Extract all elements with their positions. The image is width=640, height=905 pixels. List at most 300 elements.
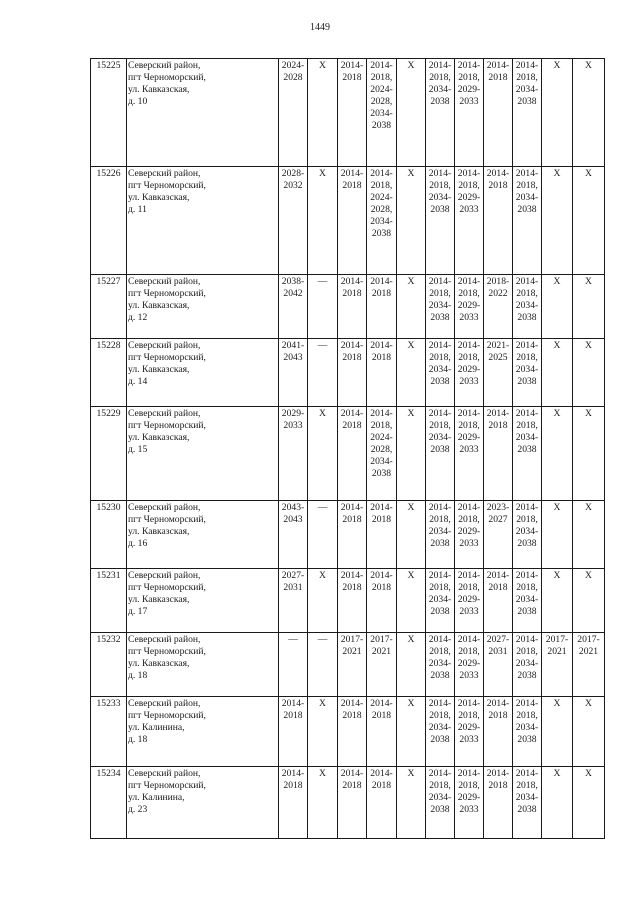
period-cell [279,633,308,697]
address-line: пгт Черноморский, [128,180,206,191]
period-value: 2014- [428,502,452,513]
period-value: 2033 [459,538,479,549]
period-cell [397,167,426,275]
period-value: 2017- [340,634,364,645]
period-cell [397,569,426,633]
period-value: 2034- [428,594,452,605]
address-cell [127,697,279,767]
period-cell [542,697,573,767]
period-value: 2029- [457,300,481,311]
period-cell [455,407,484,501]
period-value: X [585,768,592,779]
address-line: Северский район, [128,60,201,71]
period-value: 2033 [459,606,479,617]
period-value: 2027- [486,634,510,645]
period-value: 2018, [429,420,451,431]
address-line: ул. Кавказская, [128,300,190,311]
period-value: 2014- [340,768,364,779]
period-value: 2038 [517,734,537,745]
period-value: 2029- [457,658,481,669]
period-cell [308,633,338,697]
period-value: 2038 [517,204,537,215]
address-line: д. 14 [128,376,148,387]
period-value: 2018 [488,780,508,791]
period-value: 2018, [458,582,480,593]
period-value: 2017- [370,634,393,645]
period-value: 2028, [370,96,393,107]
period-cell [542,275,573,339]
address-line: ул. Калинина, [128,792,185,803]
table-row [91,167,605,275]
period-cell [484,339,513,407]
address-line: ул. Кавказская, [128,84,190,95]
period-value: 2028- [281,168,305,179]
period-value: 2034- [428,792,452,803]
period-value: 2024- [370,84,393,95]
period-value: 2018, [458,352,480,363]
period-cell [279,167,308,275]
period-value: 2038 [430,312,450,323]
period-value: 2014- [515,698,539,709]
period-cell [455,339,484,407]
period-value: 2031 [488,646,508,657]
period-value: 2014- [281,768,305,779]
period-value: 2018, [458,780,480,791]
period-cell [308,569,338,633]
period-value: 2018, [429,180,451,191]
period-cell [367,501,397,569]
period-value: X [585,60,592,71]
period-value: 2028, [370,444,393,455]
period-value: 2014- [340,570,364,581]
period-cell [367,569,397,633]
period-cell [426,59,455,167]
period-value: 2014- [340,698,364,709]
period-cell [513,59,542,167]
period-value: 2038 [430,376,450,387]
period-value: 2014- [428,768,452,779]
period-value: X [553,768,561,779]
address-cell [127,59,279,167]
period-value: 2018, [429,352,451,363]
period-cell [338,275,367,339]
period-value: X [585,168,592,179]
period-cell [426,767,455,839]
period-value: 2014- [428,634,452,645]
period-cell [484,407,513,501]
period-value: — [317,276,328,287]
period-value: X [553,168,561,179]
period-cell [455,633,484,697]
address-line: ул. Калинина, [128,722,185,733]
period-value: 2014- [515,276,539,287]
period-cell [513,767,542,839]
period-cell [367,167,397,275]
period-value: 2029- [457,594,481,605]
period-value: 2041- [281,340,305,351]
period-cell [367,275,397,339]
address-line: пгт Черноморский, [128,582,206,593]
period-value: 2018, [370,420,393,431]
period-value: 2014- [428,698,452,709]
period-cell [573,697,605,767]
period-value: — [317,634,328,645]
period-cell [338,767,367,839]
address-line: пгт Черноморский, [128,288,206,299]
table-row [91,633,605,697]
address-line: пгт Черноморский, [128,710,206,721]
period-value: 2033 [459,312,479,323]
period-value: 2032 [283,180,303,191]
period-value: X [553,60,561,71]
period-value: 2018, [516,288,538,299]
row-number: 15234 [91,767,127,839]
period-cell [279,767,308,839]
period-cell [279,501,308,569]
period-value: 2018, [370,72,393,83]
period-value: 2018 [488,710,508,721]
period-value: 2034- [370,456,393,467]
period-value: 2018 [342,780,362,791]
period-value: 2018 [488,72,508,83]
period-value: X [407,634,415,645]
period-value: 2038 [517,312,537,323]
period-value: 2018 [371,514,392,525]
period-value: 2018, [458,710,480,721]
period-cell [513,569,542,633]
period-value: 2018, [429,72,451,83]
period-cell [542,59,573,167]
period-value: 2014- [457,276,481,287]
period-value: 2018, [429,288,451,299]
period-value: 2014- [340,168,364,179]
address-line: д. 12 [128,312,148,323]
period-cell [455,59,484,167]
period-cell [542,569,573,633]
period-value: 2034- [428,192,452,203]
address-line: д. 15 [128,444,148,455]
period-cell [455,697,484,767]
period-value: 2034- [515,792,539,803]
period-value: 2018, [516,646,538,657]
period-value: 2014- [370,168,393,179]
period-cell [542,501,573,569]
period-value: 2018 [342,288,362,299]
address-cell [127,167,279,275]
period-value: X [585,408,592,419]
period-cell [397,767,426,839]
address-line: пгт Черноморский, [128,420,206,431]
period-value: 2014- [515,502,539,513]
period-value: 2018 [342,710,362,721]
period-cell [426,339,455,407]
period-cell [338,697,367,767]
address-cell [127,569,279,633]
period-value: 2034- [428,364,452,375]
address-line: Северский район, [128,276,201,287]
period-value: 2038 [371,468,392,479]
period-value: 2014- [340,502,364,513]
period-value: 2018 [371,710,392,721]
period-value: X [319,698,326,709]
address-cell [127,501,279,569]
period-cell [455,569,484,633]
period-value: 2014- [486,698,510,709]
period-value: 2018, [516,180,538,191]
address-line: Северский район, [128,408,201,419]
period-cell [484,167,513,275]
address-line: Северский район, [128,168,201,179]
period-cell [426,407,455,501]
period-cell [426,167,455,275]
period-cell [397,275,426,339]
period-value: 2014- [370,276,393,287]
period-value: 2038 [430,670,450,681]
table-row [91,407,605,501]
period-value: 2034- [515,594,539,605]
period-cell [573,167,605,275]
register-table [90,58,605,839]
period-value: 2014- [370,340,393,351]
address-line: д. 10 [128,96,148,107]
period-value: 2018, [458,420,480,431]
period-value: 2034- [515,722,539,733]
period-value: X [553,570,561,581]
period-cell [308,501,338,569]
period-value: 2014- [281,698,305,709]
period-value: X [585,570,592,581]
period-value: X [319,60,326,71]
period-value: 2038 [430,444,450,455]
period-value: 2038 [430,96,450,107]
address-cell [127,275,279,339]
period-value: 2038 [517,538,537,549]
period-cell [542,767,573,839]
period-cell [279,697,308,767]
period-value: 2029- [457,526,481,537]
period-value: 2018, [458,288,480,299]
period-value: X [553,698,561,709]
period-cell [513,501,542,569]
address-line: пгт Черноморский, [128,352,206,363]
period-value: 2021 [578,646,599,657]
period-value: 2038 [430,606,450,617]
period-value: 2018, [458,514,480,525]
period-cell [513,339,542,407]
period-value: 2028 [283,72,303,83]
period-value: 2031 [283,582,303,593]
period-value: 2034- [428,84,452,95]
address-line: ул. Кавказская, [128,526,190,537]
address-line: д. 23 [128,804,148,815]
period-value: 2029- [457,722,481,733]
period-value: 2014- [370,408,393,419]
row-number: 15226 [91,167,127,275]
period-cell [542,339,573,407]
address-line: пгт Черноморский, [128,514,206,525]
period-value: 2018, [516,710,538,721]
period-value: 2027- [281,570,305,581]
period-value: 2038 [517,376,537,387]
period-value: 2017- [577,634,600,645]
period-value: 2029- [457,364,481,375]
period-value: 2018, [516,582,538,593]
period-value: 2028, [370,204,393,215]
period-value: 2034- [428,526,452,537]
period-value: X [407,698,415,709]
period-value: 2022 [488,288,508,299]
period-value: X [585,698,592,709]
address-line: д. 11 [128,204,147,215]
period-value: 2018, [429,646,451,657]
period-value: 2014- [428,570,452,581]
period-cell [484,633,513,697]
table-row [91,501,605,569]
address-line: пгт Черноморский, [128,646,206,657]
period-cell [279,339,308,407]
period-value: 2018- [486,276,510,287]
period-cell [308,167,338,275]
period-value: 2027 [488,514,508,525]
period-value: X [407,768,415,779]
address-cell [127,767,279,839]
period-value: 2038 [517,96,537,107]
period-cell [484,569,513,633]
period-value: 2018 [371,582,392,593]
period-value: 2018, [429,710,451,721]
period-value: 2014- [370,698,393,709]
period-cell [338,569,367,633]
period-value: 2018 [371,288,392,299]
period-value: 2018 [283,710,303,721]
period-cell [542,633,573,697]
period-value: 2018, [516,780,538,791]
period-value: 2014- [370,768,393,779]
page-number: 1449 [310,22,330,33]
period-cell [573,633,605,697]
table-row [91,59,605,167]
address-line: ул. Кавказская, [128,192,190,203]
address-line: Северский район, [128,698,201,709]
period-value: 2033 [459,376,479,387]
table-row [91,697,605,767]
period-value: 2034- [515,300,539,311]
period-cell [338,501,367,569]
period-value: 2029- [457,792,481,803]
row-number: 15231 [91,569,127,633]
period-cell [455,501,484,569]
period-value: 2018, [429,514,451,525]
period-value: 2023- [486,502,510,513]
period-value: 2014- [457,570,481,581]
period-value: 2014- [515,408,539,419]
period-value: 2043 [283,514,303,525]
period-value: 2025 [488,352,508,363]
period-value: 2014- [457,168,481,179]
period-value: 2029- [281,408,305,419]
period-value: 2018, [458,646,480,657]
period-value: 2038 [517,444,537,455]
period-value: 2014- [515,60,539,71]
period-value: 2018 [283,780,303,791]
period-value: X [407,570,415,581]
period-value: X [319,768,326,779]
period-cell [426,697,455,767]
period-value: 2033 [459,734,479,745]
period-cell [513,275,542,339]
period-value: 2018, [370,180,393,191]
period-cell [484,697,513,767]
period-value: 2014- [457,60,481,71]
period-cell [455,167,484,275]
address-cell [127,339,279,407]
period-value: 2018, [516,72,538,83]
period-value: 2014- [515,570,539,581]
period-cell [573,501,605,569]
period-value: X [319,168,326,179]
period-value: X [585,276,592,287]
period-value: 2033 [283,420,303,431]
table-row [91,569,605,633]
address-cell [127,407,279,501]
table-row [91,339,605,407]
period-value: 2034- [428,658,452,669]
address-line: пгт Черноморский, [128,780,206,791]
period-cell [338,633,367,697]
period-value: 2014- [486,168,510,179]
period-value: 2029- [457,84,481,95]
period-cell [367,339,397,407]
period-cell [279,407,308,501]
row-number: 15230 [91,501,127,569]
period-value: 2014- [428,408,452,419]
period-value: X [319,570,326,581]
period-cell [455,275,484,339]
period-value: X [553,408,561,419]
period-value: 2018, [516,514,538,525]
address-line: д. 18 [128,670,148,681]
period-value: 2014- [457,698,481,709]
period-value: 2038 [371,120,392,131]
period-value: X [553,502,561,513]
address-line: ул. Кавказская, [128,364,190,375]
period-value: 2018 [342,514,362,525]
period-value: 2029- [457,432,481,443]
period-value: 2034- [428,722,452,733]
period-value: 2014- [457,408,481,419]
period-value: 2024- [281,60,305,71]
period-cell [397,407,426,501]
period-value: 2014- [457,502,481,513]
period-value: 2034- [428,432,452,443]
period-value: 2029- [457,192,481,203]
period-cell [484,59,513,167]
period-cell [513,633,542,697]
period-value: 2033 [459,804,479,815]
period-cell [513,167,542,275]
period-value: 2014- [428,168,452,179]
period-cell [308,339,338,407]
period-value: 2014- [457,768,481,779]
period-value: — [288,634,298,645]
period-value: 2033 [459,444,479,455]
period-value: 2014- [340,408,364,419]
period-cell [397,339,426,407]
period-value: 2018 [488,582,508,593]
period-cell [367,59,397,167]
period-cell [338,167,367,275]
period-value: 2018 [488,420,508,431]
